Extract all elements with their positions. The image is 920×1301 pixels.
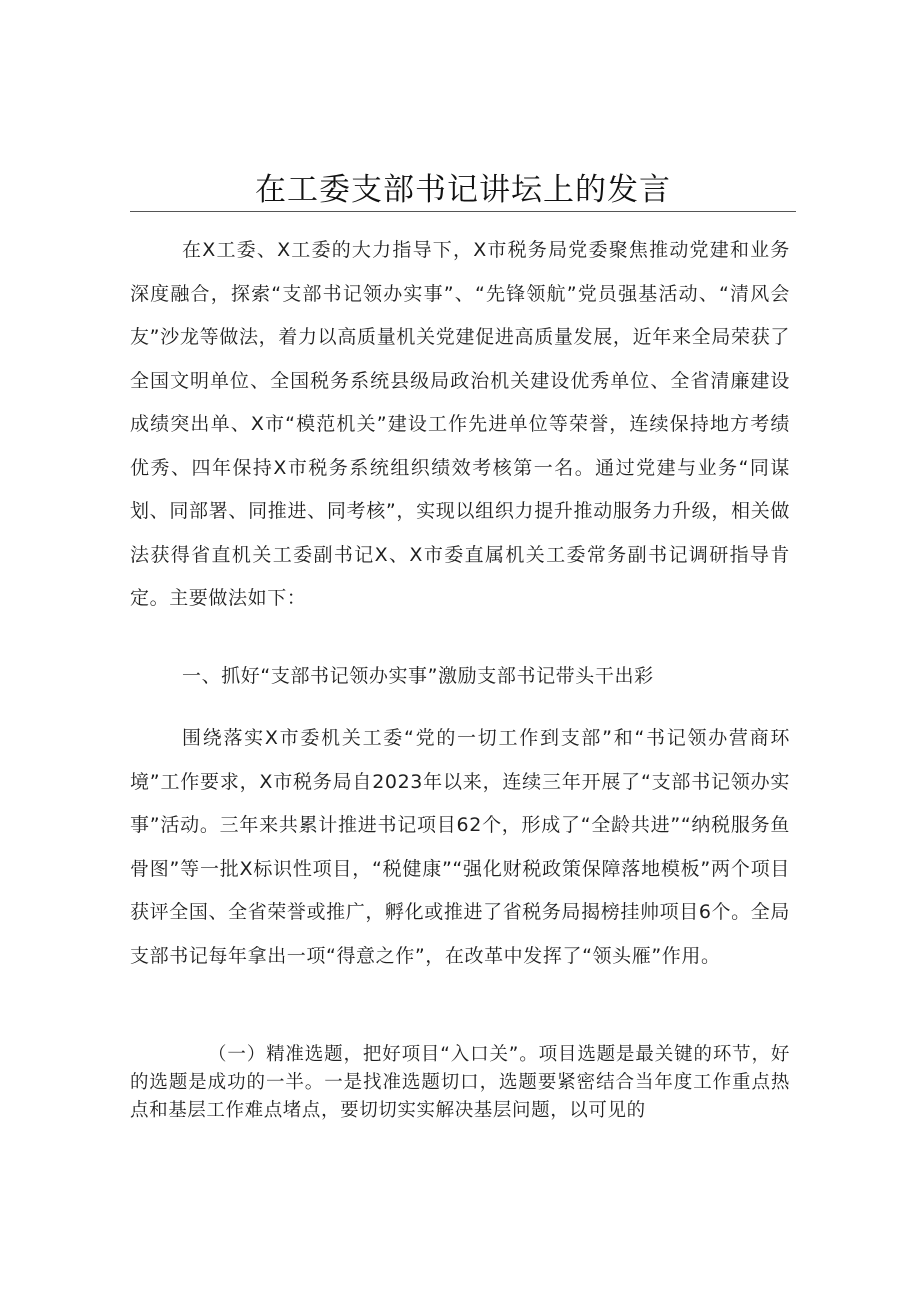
- subsection-1-text: （一）精准选题，把好项目“入口关”。项目选题是最关键的环节，好的选题是成功的一半。一是找准选题切口，选题要紧密结合当年度工作重点热点和基层工作难点堵点，要切切实实解决基层问题，以可见的: [130, 1044, 790, 1121]
- paragraph-intro: 在X工委、X工委的大力指导下，X市税务局党委聚焦推动党建和业务深度融合，探索“支部书记领办实事”、“先锋领航”党员强基活动、“清风会友”沙龙等做法，着力以高质量机关党建促进高质量发展，近年来全局荣获了全国文明单位、全国税务系统县级局政治机关建设优秀单位、全省清廉建设成绩突出单、X市“模范机关”建设工作先进单位等荣誉，连续保持地方考绩优秀、四年保持X市税务系统组织绩效考核第一名。通过党建与业务“同谋划、同部署、同推进、同考核”，实现以组织力提升推动服务力升级，相关做法获得省直机关工委副书记X、X市委直属机关工委常务副书记调研指导肯定。主要做法如下：: [130, 239, 790, 609]
- section-heading-1: 一、抓好“支部书记领办实事”激励支部书记带头干出彩: [182, 665, 654, 687]
- paragraph-section-1: 围绕落实X市委机关工委“党的一切工作到支部”和“书记领办营商环境”工作要求，X市税务局自2023年以来，连续三年开展了“支部书记领办实事”活动。三年来共累计推进书记项目62个，形成了“全龄共进”“纳税服务鱼骨图”等一批X标识性项目，“税健康”“强化财税政策保障落地模板”两个项目获评全国、全省荣誉或推广，孵化或推进了省税务局揭榜挂帅项目6个。全局支部书记每年拿出一项“得意之作”，在改革中发挥了“领头雁”作用。: [130, 727, 790, 967]
- paragraph-subsection-1: [130, 1041, 790, 1125]
- title-underline: [130, 211, 796, 212]
- document-title: 在工委支部书记讲坛上的发言: [255, 172, 671, 208]
